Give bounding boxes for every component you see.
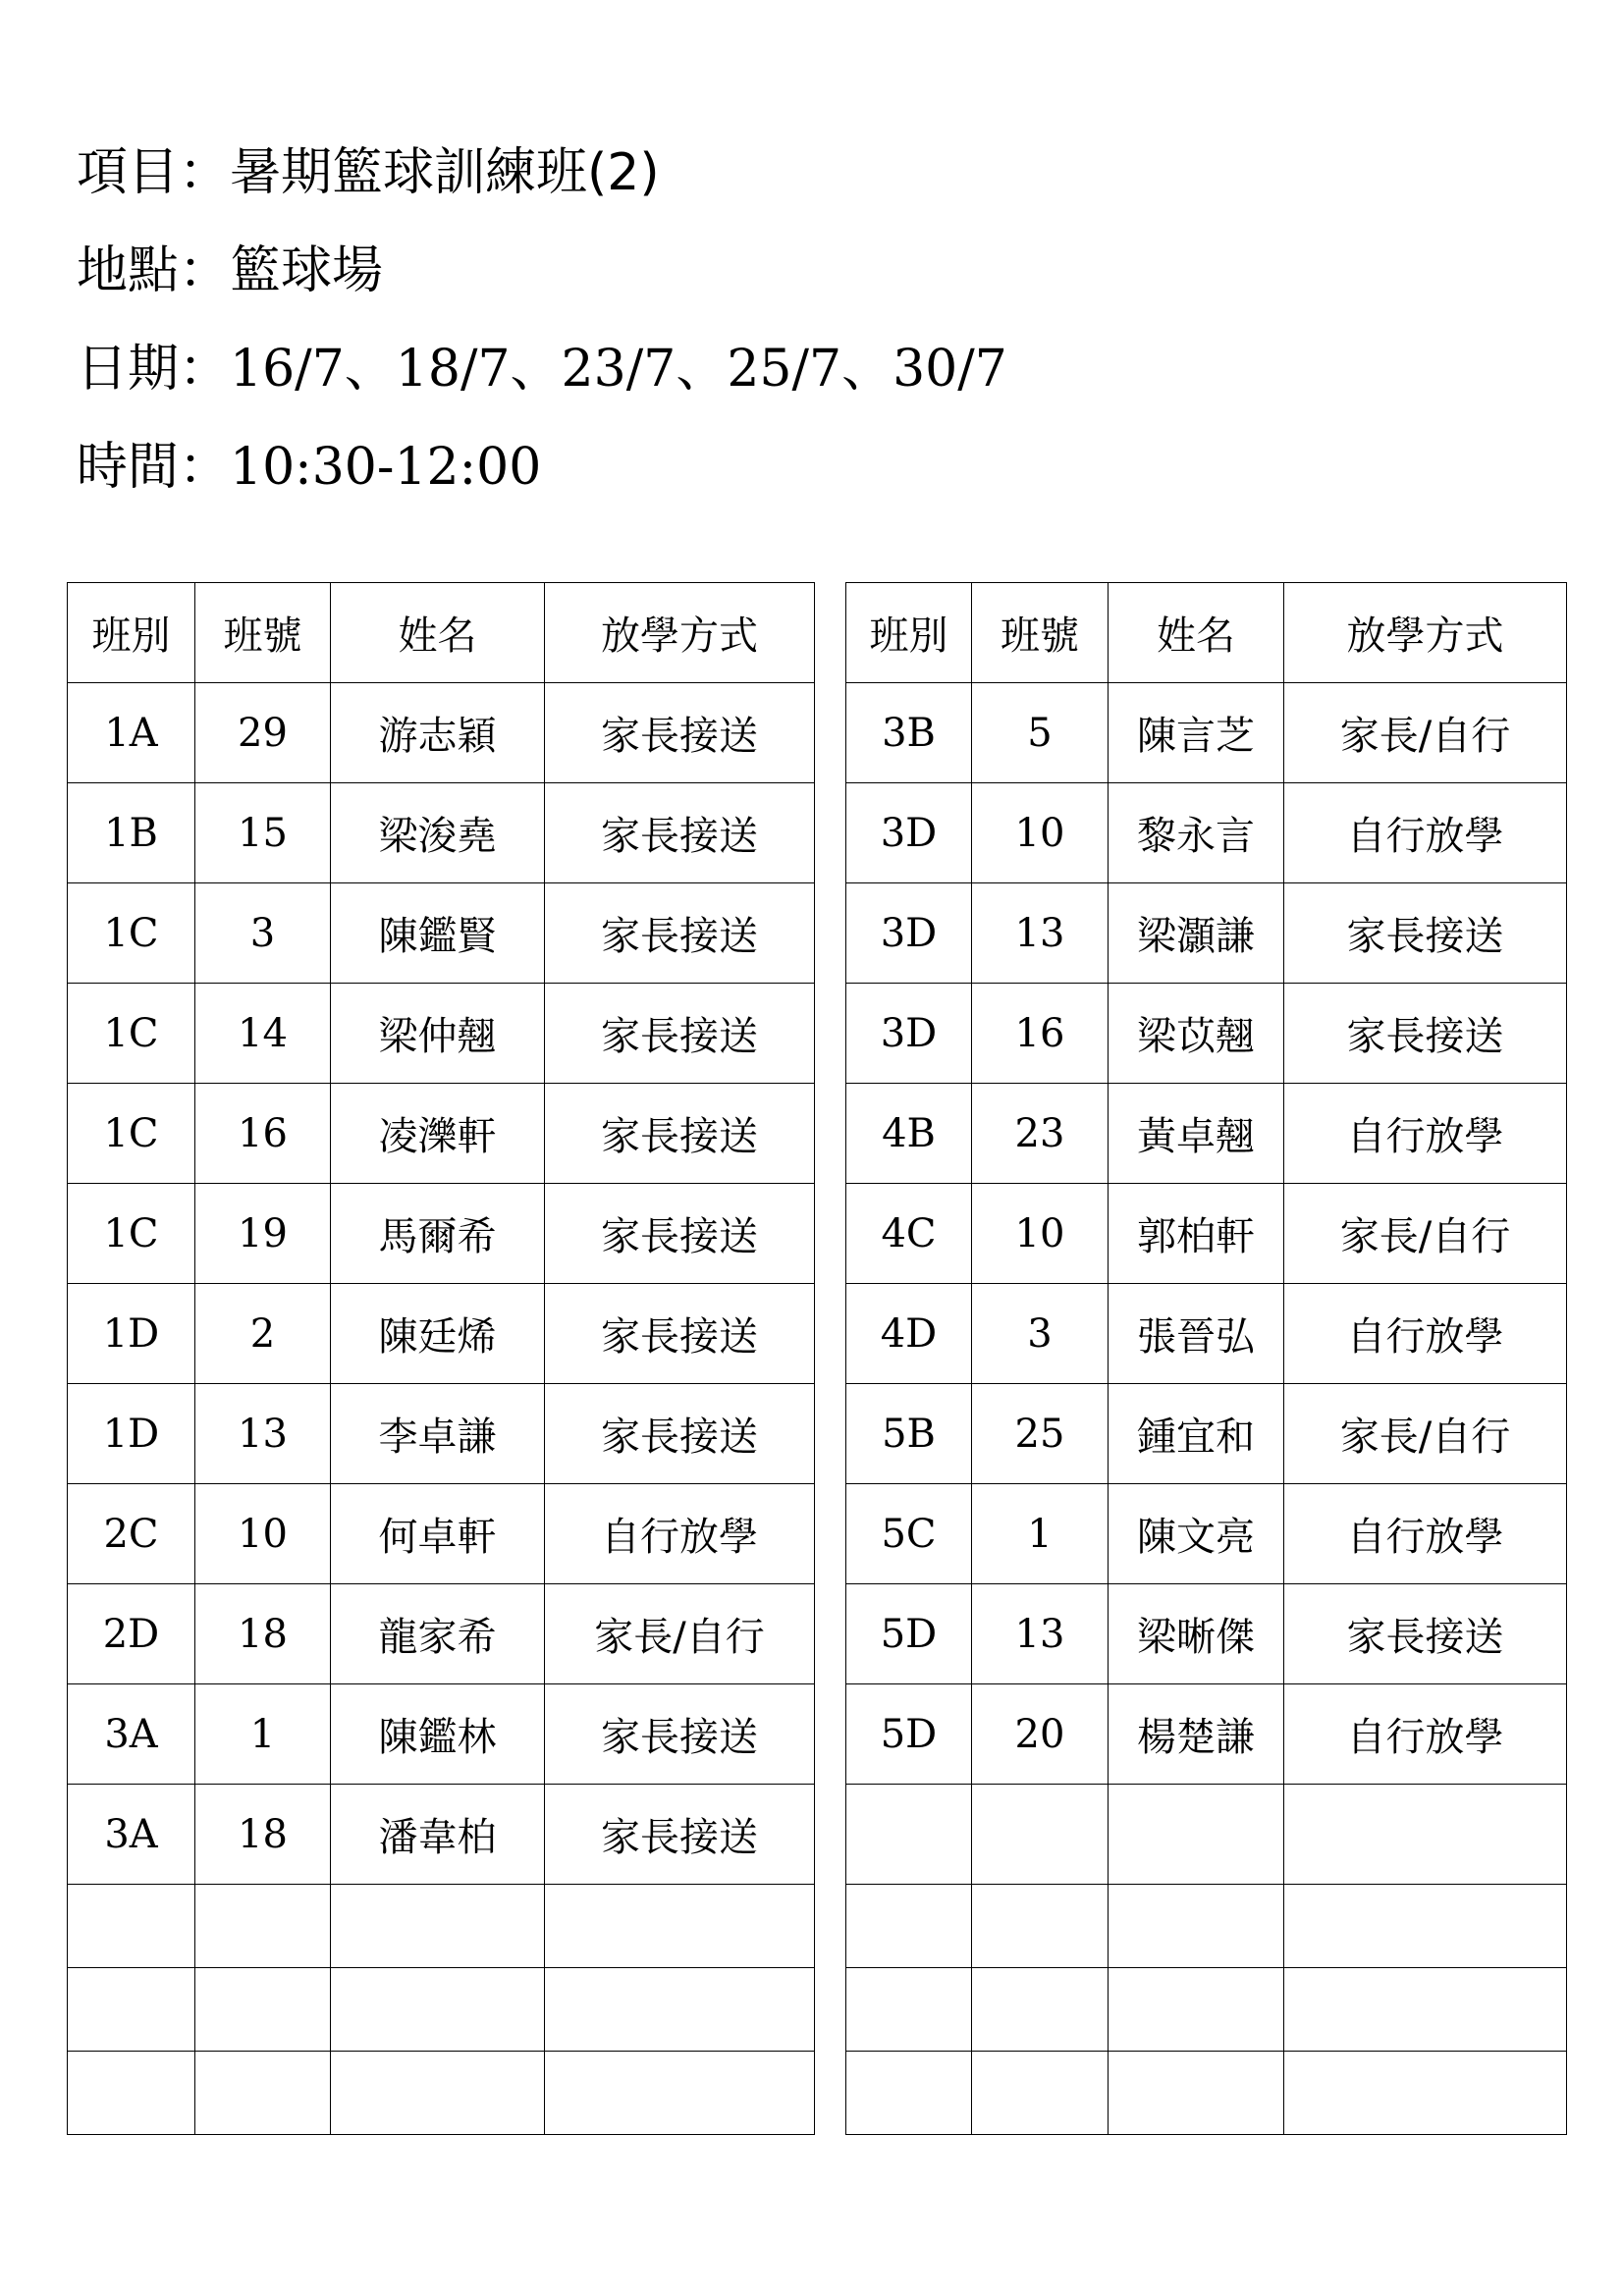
table-row — [846, 783, 1567, 883]
class-cell: 5D — [846, 1584, 972, 1684]
class-cell: 4B — [846, 1084, 972, 1184]
class-cell: 1C — [68, 1084, 195, 1184]
empty-cell — [545, 1968, 815, 2052]
table-row — [68, 1384, 815, 1484]
empty-cell — [1109, 1785, 1284, 1885]
class-cell: 5C — [846, 1484, 972, 1584]
dismissal-cell: 家長接送 — [545, 984, 815, 1084]
class-cell: 5D — [846, 1684, 972, 1785]
dismissal-cell: 家長/自行 — [1284, 1384, 1567, 1484]
dismissal-cell: 家長接送 — [545, 1684, 815, 1785]
number-cell: 16 — [195, 1084, 331, 1184]
number-cell: 25 — [972, 1384, 1109, 1484]
class-cell: 3A — [68, 1785, 195, 1885]
empty-cell — [331, 2052, 545, 2135]
roster-table-left — [67, 582, 815, 2135]
header-row — [68, 583, 815, 683]
empty-cell — [972, 1785, 1109, 1885]
column-header-dismissal: 放學方式 — [1284, 583, 1567, 683]
empty-cell — [68, 1968, 195, 2052]
table-row — [846, 1484, 1567, 1584]
dismissal-cell: 自行放學 — [1284, 783, 1567, 883]
roster-table-right — [845, 582, 1567, 2135]
number-cell: 16 — [972, 984, 1109, 1084]
dismissal-cell: 家長接送 — [545, 1184, 815, 1284]
column-header-dismissal: 放學方式 — [545, 583, 815, 683]
name-cell: 楊楚謙 — [1109, 1684, 1284, 1785]
name-cell: 龍家希 — [331, 1584, 545, 1684]
name-cell: 陳文亮 — [1109, 1484, 1284, 1584]
empty-cell — [195, 2052, 331, 2135]
class-cell: 3D — [846, 984, 972, 1084]
empty-row — [846, 2052, 1567, 2135]
date-line — [77, 340, 1007, 442]
table-row — [68, 883, 815, 984]
empty-cell — [1284, 1968, 1567, 2052]
empty-row — [68, 1885, 815, 1968]
table-row — [68, 1584, 815, 1684]
dismissal-cell: 家長接送 — [545, 1084, 815, 1184]
project-value: 暑期籃球訓練班(2) — [230, 143, 660, 202]
time-line — [77, 438, 1007, 540]
number-cell: 1 — [195, 1684, 331, 1785]
empty-cell — [1109, 1968, 1284, 2052]
number-cell: 10 — [972, 783, 1109, 883]
name-cell: 梁灝謙 — [1109, 883, 1284, 984]
number-cell: 2 — [195, 1284, 331, 1384]
number-cell: 3 — [972, 1284, 1109, 1384]
number-cell: 23 — [972, 1084, 1109, 1184]
column-header-class: 班別 — [68, 583, 195, 683]
empty-row — [68, 2052, 815, 2135]
name-cell: 李卓謙 — [331, 1384, 545, 1484]
dismissal-cell: 家長接送 — [545, 683, 815, 783]
empty-cell — [972, 1968, 1109, 2052]
class-cell: 1C — [68, 883, 195, 984]
table-row — [68, 1284, 815, 1384]
number-cell: 13 — [195, 1384, 331, 1484]
dismissal-cell: 自行放學 — [545, 1484, 815, 1584]
column-header-name: 姓名 — [1109, 583, 1284, 683]
class-cell: 1B — [68, 783, 195, 883]
name-cell: 郭柏軒 — [1109, 1184, 1284, 1284]
empty-cell — [1284, 1885, 1567, 1968]
name-cell: 鍾宜和 — [1109, 1384, 1284, 1484]
name-cell: 陳鑑林 — [331, 1684, 545, 1785]
class-cell: 2D — [68, 1584, 195, 1684]
dismissal-cell: 家長接送 — [1284, 883, 1567, 984]
empty-row — [846, 1968, 1567, 2052]
name-cell: 何卓軒 — [331, 1484, 545, 1584]
empty-cell — [1109, 1885, 1284, 1968]
empty-cell — [972, 1885, 1109, 1968]
name-cell: 黎永言 — [1109, 783, 1284, 883]
number-cell: 1 — [972, 1484, 1109, 1584]
number-cell: 10 — [972, 1184, 1109, 1284]
dismissal-cell: 自行放學 — [1284, 1684, 1567, 1785]
dismissal-cell: 家長接送 — [545, 783, 815, 883]
table-row — [846, 1284, 1567, 1384]
name-cell: 陳廷烯 — [331, 1284, 545, 1384]
empty-cell — [195, 1885, 331, 1968]
venue-value: 籃球場 — [230, 241, 384, 300]
table-row — [846, 1584, 1567, 1684]
number-cell: 5 — [972, 683, 1109, 783]
class-cell: 5B — [846, 1384, 972, 1484]
table-row — [846, 1184, 1567, 1284]
empty-cell — [846, 2052, 972, 2135]
class-cell: 1C — [68, 984, 195, 1084]
date-label: 日期： — [77, 340, 231, 399]
number-cell: 3 — [195, 883, 331, 984]
table-row — [68, 1184, 815, 1284]
table-row — [846, 1084, 1567, 1184]
name-cell: 梁晰傑 — [1109, 1584, 1284, 1684]
dismissal-cell: 家長/自行 — [1284, 1184, 1567, 1284]
class-cell: 1A — [68, 683, 195, 783]
number-cell: 13 — [972, 883, 1109, 984]
event-info — [77, 143, 1007, 540]
empty-row — [846, 1885, 1567, 1968]
project-label: 項目： — [77, 143, 231, 202]
empty-cell — [1284, 1785, 1567, 1885]
table-row — [68, 1484, 815, 1584]
name-cell: 陳鑑賢 — [331, 883, 545, 984]
dismissal-cell: 家長接送 — [1284, 1584, 1567, 1684]
class-cell: 3D — [846, 783, 972, 883]
name-cell: 梁仲翹 — [331, 984, 545, 1084]
empty-row — [846, 1785, 1567, 1885]
venue-label: 地點： — [77, 241, 231, 300]
header-row — [846, 583, 1567, 683]
class-cell: 3D — [846, 883, 972, 984]
empty-cell — [846, 1885, 972, 1968]
number-cell: 18 — [195, 1785, 331, 1885]
table-row — [68, 1084, 815, 1184]
time-label: 時間： — [77, 438, 231, 497]
number-cell: 15 — [195, 783, 331, 883]
number-cell: 18 — [195, 1584, 331, 1684]
class-cell: 1D — [68, 1384, 195, 1484]
dismissal-cell: 家長接送 — [545, 1384, 815, 1484]
table-row — [846, 1684, 1567, 1785]
column-header-class: 班別 — [846, 583, 972, 683]
empty-cell — [68, 2052, 195, 2135]
empty-cell — [68, 1885, 195, 1968]
class-cell: 3A — [68, 1684, 195, 1785]
class-cell: 4D — [846, 1284, 972, 1384]
name-cell: 陳言芝 — [1109, 683, 1284, 783]
empty-cell — [846, 1968, 972, 2052]
class-cell: 4C — [846, 1184, 972, 1284]
dismissal-cell: 家長/自行 — [545, 1584, 815, 1684]
number-cell: 20 — [972, 1684, 1109, 1785]
table-row — [846, 883, 1567, 984]
empty-cell — [331, 1885, 545, 1968]
name-cell: 馬爾希 — [331, 1184, 545, 1284]
class-cell: 3B — [846, 683, 972, 783]
empty-cell — [1284, 2052, 1567, 2135]
name-cell: 游志穎 — [331, 683, 545, 783]
table-row — [68, 1684, 815, 1785]
dismissal-cell: 自行放學 — [1284, 1284, 1567, 1384]
dismissal-cell: 自行放學 — [1284, 1484, 1567, 1584]
table-row — [846, 984, 1567, 1084]
project-line — [77, 143, 1007, 245]
number-cell: 10 — [195, 1484, 331, 1584]
table-row — [846, 1384, 1567, 1484]
empty-cell — [1109, 2052, 1284, 2135]
venue-line — [77, 241, 1007, 344]
column-header-name: 姓名 — [331, 583, 545, 683]
number-cell: 13 — [972, 1584, 1109, 1684]
empty-cell — [846, 1785, 972, 1885]
name-cell: 潘韋柏 — [331, 1785, 545, 1885]
number-cell: 29 — [195, 683, 331, 783]
dismissal-cell: 家長/自行 — [1284, 683, 1567, 783]
dismissal-cell: 家長接送 — [545, 1284, 815, 1384]
empty-cell — [545, 1885, 815, 1968]
class-cell: 2C — [68, 1484, 195, 1584]
empty-cell — [972, 2052, 1109, 2135]
empty-cell — [195, 1968, 331, 2052]
table-row — [68, 783, 815, 883]
name-cell: 黃卓翹 — [1109, 1084, 1284, 1184]
empty-cell — [545, 2052, 815, 2135]
empty-row — [68, 1968, 815, 2052]
number-cell: 19 — [195, 1184, 331, 1284]
table-row — [68, 683, 815, 783]
table-row — [68, 1785, 815, 1885]
name-cell: 凌濼軒 — [331, 1084, 545, 1184]
empty-cell — [331, 1968, 545, 2052]
dismissal-cell: 家長接送 — [545, 883, 815, 984]
dismissal-cell: 家長接送 — [545, 1785, 815, 1885]
column-header-number: 班號 — [972, 583, 1109, 683]
table-row — [846, 683, 1567, 783]
time-value: 10:30-12:00 — [230, 438, 542, 497]
class-cell: 1C — [68, 1184, 195, 1284]
class-cell: 1D — [68, 1284, 195, 1384]
name-cell: 梁浚堯 — [331, 783, 545, 883]
date-value: 16/7、18/7、23/7、25/7、30/7 — [230, 340, 1007, 399]
name-cell: 梁苡翹 — [1109, 984, 1284, 1084]
dismissal-cell: 家長接送 — [1284, 984, 1567, 1084]
number-cell: 14 — [195, 984, 331, 1084]
column-header-number: 班號 — [195, 583, 331, 683]
table-row — [68, 984, 815, 1084]
dismissal-cell: 自行放學 — [1284, 1084, 1567, 1184]
name-cell: 張晉弘 — [1109, 1284, 1284, 1384]
